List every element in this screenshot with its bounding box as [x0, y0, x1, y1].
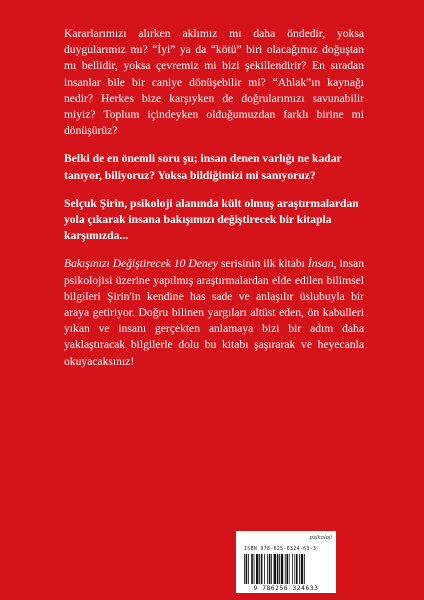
book-title: İnsan	[307, 257, 334, 271]
paragraph-questions: Kararlarımızı alırken aklımız mı daha öndedir, yoksa duygularımız mı? “İyi” ya da “kötü” biri olacağımız doğuştan mı bellidir, yoksa çevremiz mi bizi şekillendirir? En sıradan insanlar bile bir caniye dönüşebilir mi? “Ahlak”ın kaynağı nedir? Herkes bize karşıyken de doğrularımızı savunabilir miyiz? Toplum içindeyken olduğumuzdan farklı birine mi dönüşürüz?	[64, 27, 364, 138]
isbn-label: ISBN 978-625-6324-63-3	[244, 547, 317, 552]
barcode-bar	[292, 554, 293, 584]
barcode-bar	[289, 554, 290, 584]
barcode-bar	[254, 554, 255, 584]
series-title: Bakışınızı Değiştirecek 10 Deney	[64, 257, 219, 271]
barcode-bar	[296, 554, 298, 584]
description-part-2: , insan psikolojisi üzerine yapılmış araştırmalardan elde edilen bilimsel bilgileri Şirin'in kendine has sade ve anlaşılır üslubuyla bir araya getiriyor. Doğru bilinen yargıları altüst eden, ön kabulleri yıkan ve insanı gerçekten anlamaya bizi bir adım daha yaklaştıracak bilgilerle dolu bu kitabı şaşırarak ve heyecanla okuyacaksınız!	[64, 257, 364, 368]
barcode-bar	[277, 554, 279, 584]
barcode-bar	[285, 554, 286, 584]
barcode-bar	[244, 554, 245, 584]
barcode-bar	[264, 554, 265, 584]
barcode-sticker	[236, 531, 336, 593]
barcode-bar	[256, 554, 258, 584]
description-part-1: serisinin ilk kitabı	[218, 257, 308, 271]
barcode-bar	[261, 554, 263, 584]
barcode-bar	[274, 554, 276, 584]
category-label: psikoloji	[309, 535, 332, 541]
barcode-bar	[281, 554, 283, 584]
barcode-bar	[279, 554, 280, 584]
barcode-bar	[246, 554, 248, 584]
paragraph-author-intro: Selçuk Şirin, psikoloji alanında kült olmuş araştırmalardan yola çıkarak insana bakışımızı değiştirecek bir kitapla karşımızda...	[64, 196, 359, 243]
barcode-bar	[299, 554, 300, 584]
barcode-number: 9 786256 324633	[253, 585, 319, 592]
barcode-bar	[269, 554, 271, 584]
barcode-bar	[304, 554, 305, 584]
barcode-bars	[244, 554, 328, 584]
paragraph-description	[64, 256, 364, 369]
barcode-bar	[271, 554, 272, 584]
barcode-bar	[286, 554, 288, 584]
barcode-bar	[301, 554, 303, 584]
paragraph-key-question: Belki de en önemli soru şu; insan denen varlığı ne kadar tanıyor, biliyoruz? Yoksa bildiğimizi mi sanıyoruz?	[64, 152, 342, 182]
barcode-bar	[248, 554, 249, 584]
barcode-bar	[251, 554, 253, 584]
barcode-bar	[267, 554, 268, 584]
barcode-bar	[294, 554, 295, 584]
blurb-text	[64, 26, 364, 382]
barcode-bar	[259, 554, 260, 584]
